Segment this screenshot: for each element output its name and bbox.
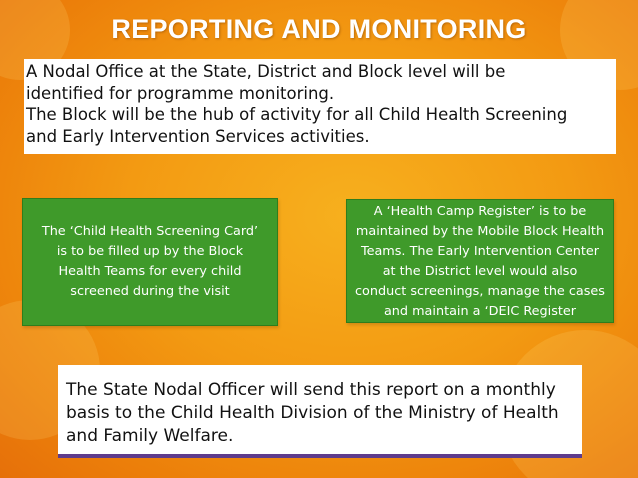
text-line: The Block will be the hub of activity for all Child Health Screening — [26, 105, 568, 124]
text-line: Teams. The Early Intervention Center — [360, 244, 600, 259]
monthly-report-text-box — [58, 365, 582, 458]
text-line: and Family Welfare. — [66, 426, 234, 446]
text-line: and Early Intervention Services activities. — [26, 126, 370, 146]
health-camp-register-box — [346, 199, 614, 323]
text-line: at the District level would also — [382, 264, 578, 279]
text-line: identified for programme monitoring. — [26, 83, 335, 103]
text-line: The ‘Child Health Screening Card’ — [41, 224, 259, 239]
slide-title: REPORTING AND MONITORING — [111, 14, 527, 44]
text-line: and maintain a ‘DEIC Register — [383, 304, 577, 319]
text-line: The State Nodal Officer will send this report on a monthly — [66, 380, 556, 400]
text-line: Health Teams for every child — [58, 264, 242, 279]
text-line: A ‘Health Camp Register’ is to be — [373, 204, 587, 219]
text-line: is to be filled up by the Block — [56, 244, 244, 259]
screening-card-box — [22, 198, 278, 326]
nodal-office-text-box — [24, 59, 616, 154]
text-line: conduct screenings, manage the cases — [355, 284, 605, 299]
text-line: maintained by the Mobile Block Health — [355, 224, 605, 239]
text-line: basis to the Child Health Division of the Ministry of Health — [66, 403, 559, 423]
text-line: screened during the visit — [70, 284, 230, 299]
text-line: A Nodal Office at the State, District and Block level will be — [26, 62, 506, 81]
